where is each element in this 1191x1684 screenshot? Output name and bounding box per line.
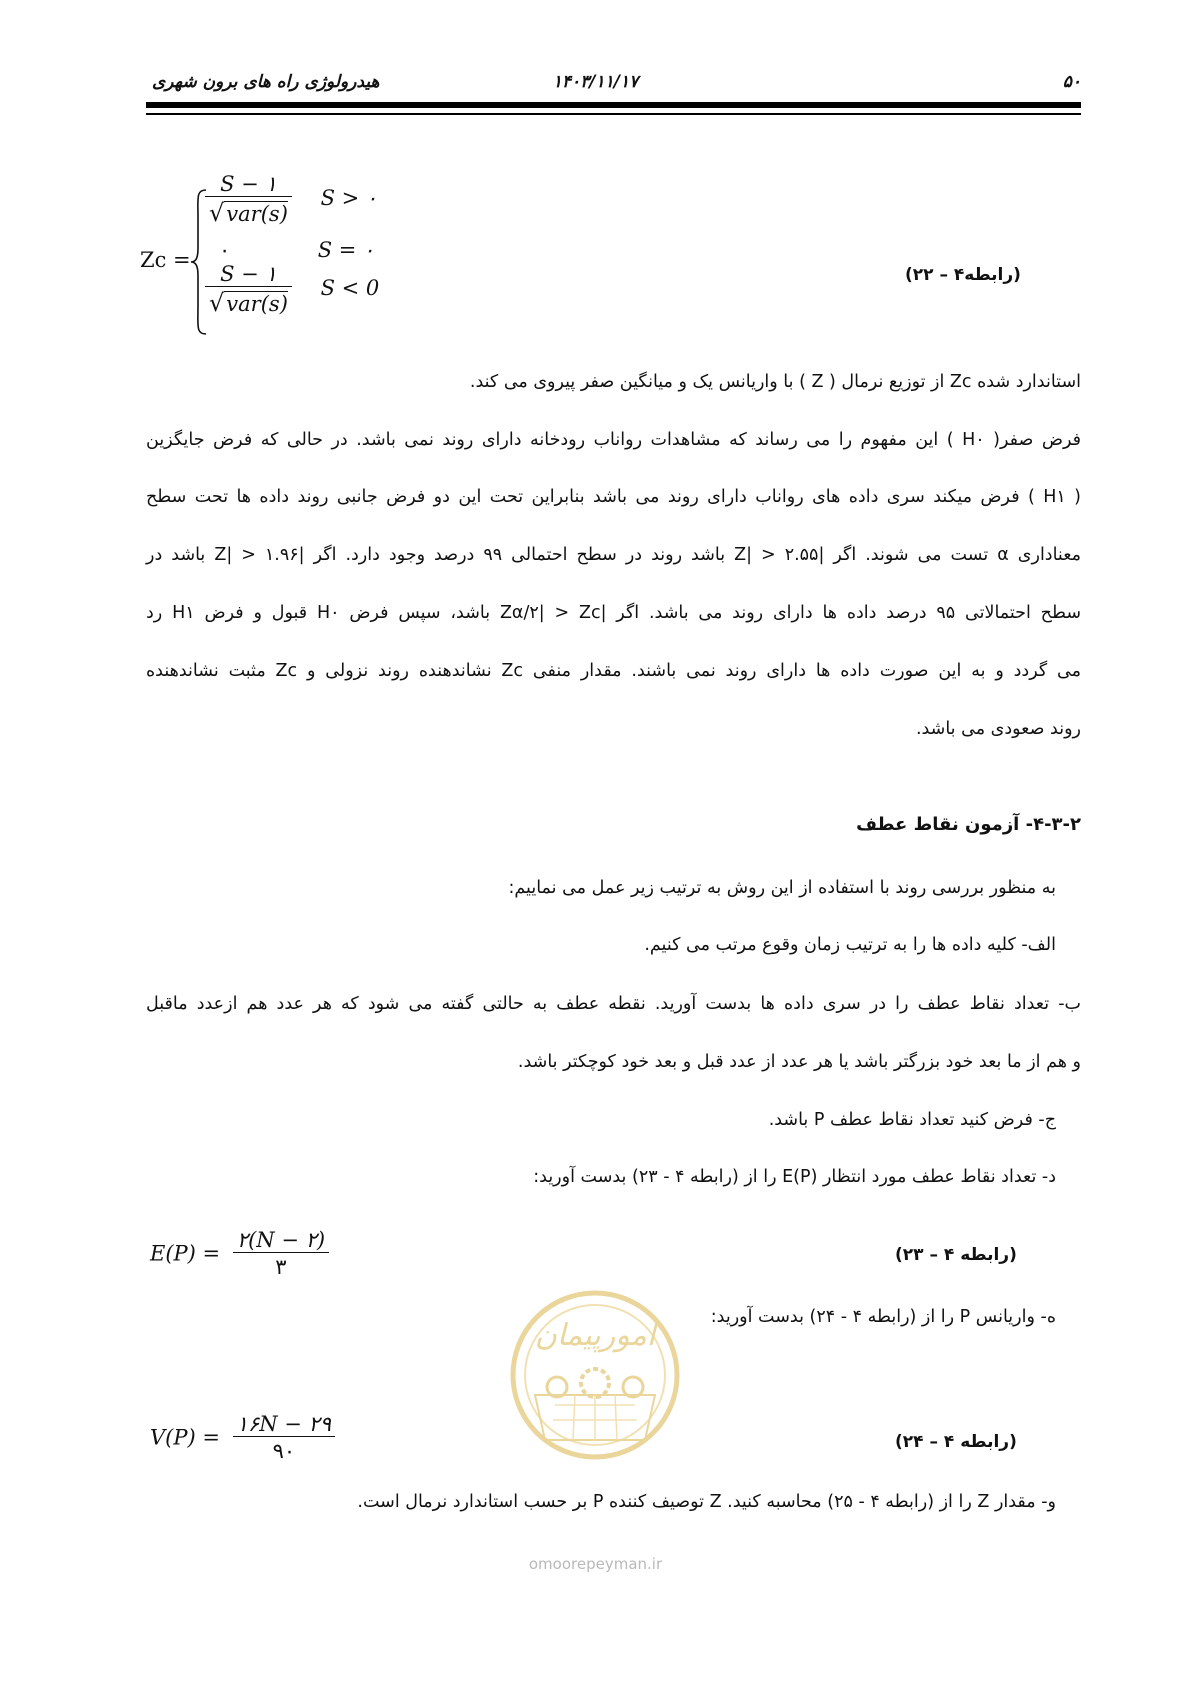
eq23-num: ۲(N − ۲) — [236, 1228, 326, 1252]
eq22-case2-val: ۰ — [219, 238, 231, 262]
step-e: ه- واریانس P را از (رابطه ۴ - ۲۴) بدست آورید: — [710, 1307, 1056, 1327]
eq24-label: (رابطه ۴ – ۲۴) — [895, 1432, 1017, 1452]
step-f: و- مقدار Z را از (رابطه ۴ - ۲۵) محاسبه کنید. Z توصیف کننده P بر حسب استاندارد نرمال است. — [357, 1492, 1056, 1512]
eq22-case3-den: var(s) — [226, 292, 288, 316]
eq24-num: ۱۶N − ۲۹ — [236, 1412, 332, 1436]
para1-line1: استاندارد شده Zc از توزیع نرمال ( Z ) با واریانس یک و میانگین صفر پیروی می کند. — [469, 372, 1081, 392]
section-heading: ۴-۳-۲- آزمون نقاط عطف — [856, 814, 1081, 835]
watermark-site: omoorepeyman.ir — [528, 1555, 663, 1573]
step-d: د- تعداد نقاط عطف مورد انتظار E(P) را از (رابطه ۴ - ۲۳) بدست آورید: — [533, 1167, 1056, 1187]
eq22-label: (رابطه۴ – ۲۲) — [905, 265, 1021, 285]
eq24-den: ۹۰ — [233, 1436, 335, 1463]
step-a: الف- کلیه داده ها را به ترتیب زمان وقوع مرتب می کنیم. — [644, 935, 1056, 955]
eq22-case2 — [205, 238, 445, 262]
step-b-line1: ب- تعداد نقاط عطف را در سری داده ها بدست آورید. نقطه عطف به حالتی گفته می شود که هر عدد هم ازعدد ماقبل — [146, 994, 1081, 1014]
eq24-fraction — [233, 1412, 335, 1463]
page-number: ۵۰ — [1062, 72, 1081, 92]
eq22-case3-num: S − ۱ — [220, 262, 277, 286]
eq22-case1-num: S − ۱ — [220, 172, 277, 196]
eq22-case1-den: var(s) — [226, 202, 288, 226]
eq23 — [150, 1228, 329, 1279]
eq23-fraction — [233, 1228, 329, 1279]
para1-line7: روند صعودی می باشد. — [915, 719, 1081, 739]
step-b-line2: و هم از ما بعد خود بزرگتر باشد یا هر عدد از عدد قبل و بعد خود کوچکتر باشد. — [517, 1052, 1081, 1072]
eq22-case1-cond: S > ۰ — [320, 186, 378, 210]
step-c: ج- فرض کنید تعداد نقاط عطف P باشد. — [768, 1110, 1056, 1130]
eq22-case3 — [205, 262, 445, 317]
eq24 — [150, 1412, 335, 1463]
para1-line2: فرض صفر( H۰ ) این مفهوم را می رساند که مشاهدات رواناب رودخانه دارای روند نمی باشد. در حالی که فرض جایگزین — [146, 430, 1082, 450]
para1-line5: سطح احتمالاتی ۹۵ درصد داده ها دارای روند می باشد. اگر |Zα/۲| > Zc باشد، سپس فرض H۰ قبول و فرض H۱ رد — [146, 603, 1081, 623]
eq22-case3-cond: S < 0 — [320, 276, 380, 300]
header-date: ۱۴۰۳/۱۱/۱۷ — [552, 72, 639, 92]
eq24-lhs: V(P) = — [150, 1425, 220, 1450]
para1-line4: معناداری α تست می شوند. اگر |Z| > ۲.۵۵ باشد روند در سطح احتمالی ۹۹ درصد وجود دارد. اگر |Z| > ۱.۹۶ باشد در — [146, 545, 1082, 565]
eq22-case1-fraction: $\frac{S - ۱}{\text{√var(s)}}$ — [205, 172, 292, 227]
eq22-lhs: Zc = — [140, 248, 191, 272]
para1-line6: می گردد و به این صورت داده ها دارای روند نمی باشند. مقدار منفی Zc نشاندهنده روند نزولی و Zc مثبت نشاندهنده — [146, 661, 1082, 681]
eq23-den: ۳ — [233, 1252, 329, 1279]
watermark-logo-text: امورپیمان — [534, 1318, 656, 1353]
eq23-lhs: E(P) = — [150, 1241, 221, 1266]
section-intro: به منظور بررسی روند با استفاده از این روش به ترتیب زیر عمل می نماییم: — [508, 878, 1056, 898]
header-title: هیدرولوژی راه های برون شهری — [152, 72, 380, 92]
eq23-label: (رابطه ۴ – ۲۳) — [895, 1245, 1017, 1265]
header-rule-thin — [146, 113, 1081, 115]
watermark-logo-icon — [495, 1275, 695, 1465]
para1-line3: ( H۱ ) فرض میکند سری داده های رواناب دارای روند می باشد بنابراین تحت این دو فرض جانبی روند داده ها تحت سطح — [146, 487, 1081, 507]
eq22-case1 — [205, 172, 445, 227]
eq22-case2-cond: S = ۰ — [317, 238, 375, 262]
header-rule-thick — [146, 102, 1081, 108]
eq22-case3-fraction: $\frac{S - ۱}{\text{√var(s)}}$ — [205, 262, 292, 317]
